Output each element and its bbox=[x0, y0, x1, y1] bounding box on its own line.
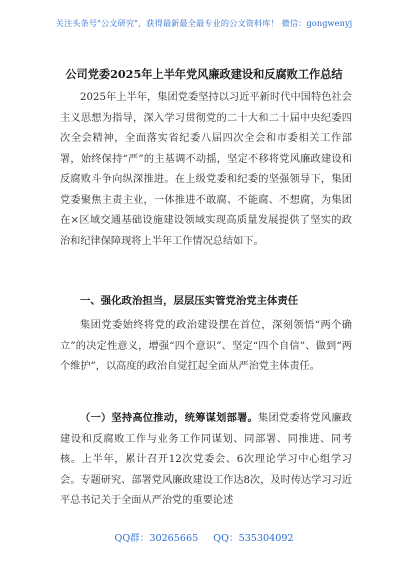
intro-paragraph: 2025年上半年，集团党委坚持以习近平新时代中国特色社会主义思想为指导，深入学习贯彻党的二十大和二十届中央纪委四次全会精神，全面落实省纪委八届四次全会和市委相关工作部署，始终保持“严”的主基调不动摇，坚定不移将党风廉政建设和反腐败斗争向纵深推进。在上级党委和纪委的坚强领导下，集团党委聚焦主责主业，一体推进不敢腐、不能腐、不想腐，为集团在×区域交通基础设施建设领域实现高质量发展提供了坚实的政治和纪律保障现将上半年工作情况总结如下。 bbox=[60, 92, 352, 247]
section-paragraph: 集团党委始终将党的政治建设摆在首位，深刻领悟“两个确立”的决定性意义，增强“四个意识”、坚定“四个自信”、做到“两个维护”，以高度的政治自觉扛起全面从严治党主体责任。 bbox=[60, 320, 352, 372]
subsection-paragraph bbox=[60, 408, 352, 512]
subsection-text: 集团党委将党风廉政建设和反腐败工作与业务工作同谋划、同部署、同推进、同考核。上半年，累计召开12次党委会、6次理论学习中心组学习会。专题研究、部署党风廉政建设工作达8次，及时传达学习习近平总书记关于全面从严治党的重要论述 bbox=[60, 413, 352, 506]
qq-group: QQ群：30265665 bbox=[114, 533, 199, 544]
qq-number: QQ：535304092 bbox=[213, 533, 294, 544]
footer-contact bbox=[0, 530, 408, 544]
top-banner: 关注头条号"公文研究"，获得最新最全最专业的公文资料库！ 微信：gongwenyj bbox=[55, 18, 353, 28]
section-heading: 一、强化政治担当，层层压实管党治党主体责任 bbox=[80, 295, 299, 307]
subsection-lead: （一）坚持高位推动，统筹谋划部署。 bbox=[80, 412, 259, 424]
page-title: 公司党委2025年上半年党风廉政建设和反腐败工作总结 bbox=[65, 67, 343, 81]
